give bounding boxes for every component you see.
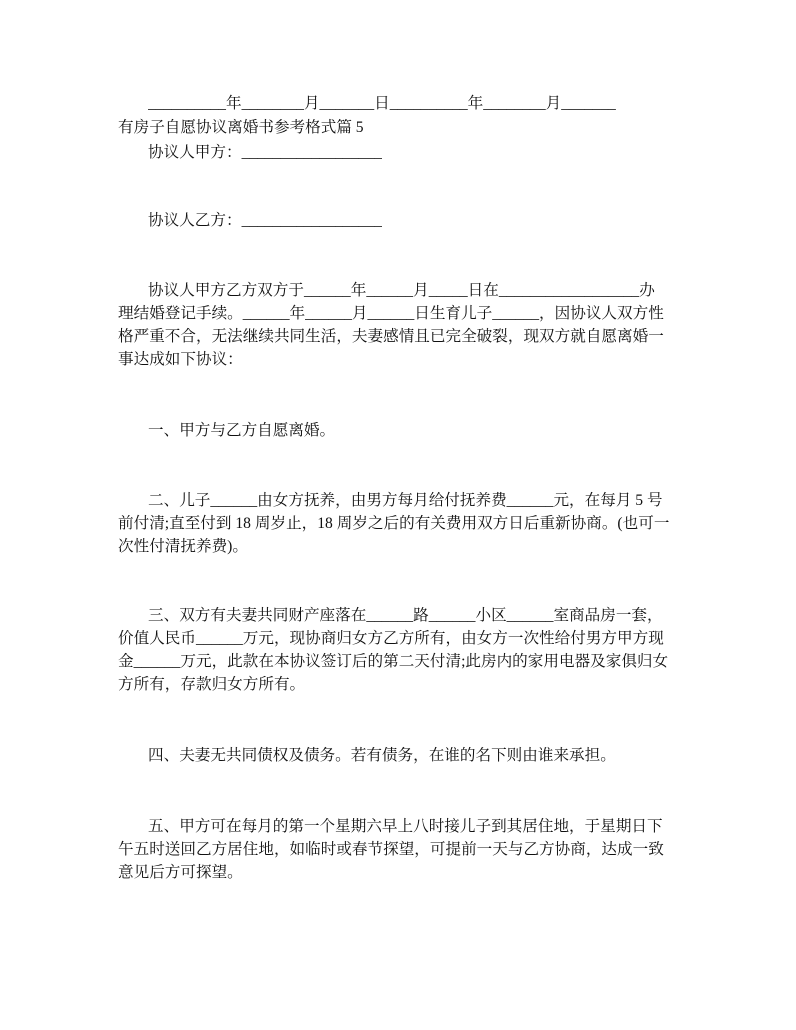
text-line: 一、甲方与乙方自愿离婚。	[148, 421, 336, 439]
text-line: 四、夫妻无共同债权及债务。若有债务，在谁的名下则由谁来承担。	[148, 746, 616, 764]
text-line: 价值人民币______万元，现协商归女方乙方所有，由女方一次性给付男方甲方现	[118, 629, 664, 647]
text-line: 协议人甲方乙方双方于______年______月_____日在__________________办	[148, 281, 655, 299]
text-line: 事达成如下协议：	[118, 350, 243, 368]
document-heading: 有房子自愿协议离婚书参考格式篇 5	[118, 118, 364, 136]
text-line: 三、双方有夫妻共同财产座落在______路______小区______室商品房一套，	[148, 606, 663, 624]
text-line: 午五时送回乙方居住地，如临时或春节探望，可提前一天与乙方协商，达成一致	[118, 840, 664, 858]
text-line: 五、甲方可在每月的第一个星期六早上八时接儿子到其居住地，于星期日下	[148, 817, 663, 835]
text-line: 意见后方可探望。	[118, 863, 243, 881]
text-line: 次性付清抚养费)。	[118, 537, 248, 555]
party-a-line: 协议人甲方：__________________	[148, 143, 382, 161]
text-line: 前付清;直至付到 18 周岁止，18 周岁之后的有关费用双方日后重新协商。(也可一	[118, 514, 670, 532]
text-line: 格严重不合，无法继续共同生活，夫妻感情且已完全破裂，现双方就自愿离婚一	[118, 327, 664, 345]
party-b-line: 协议人乙方：__________________	[148, 211, 382, 229]
text-line: 金______万元，此款在本协议签订后的第二天付清;此房内的家用电器及家俱归女	[118, 652, 669, 670]
text-line: 方所有，存款归女方所有。	[118, 675, 306, 693]
date-blank-line: __________年________月_______日__________年________月_______	[148, 94, 616, 112]
text-line: 二、儿子______由女方抚养，由男方每月给付抚养费______元，在每月 5 号	[148, 491, 663, 509]
text-line: 理结婚登记手续。______年______月______日生育儿子______，因协议人双方性	[118, 304, 664, 322]
